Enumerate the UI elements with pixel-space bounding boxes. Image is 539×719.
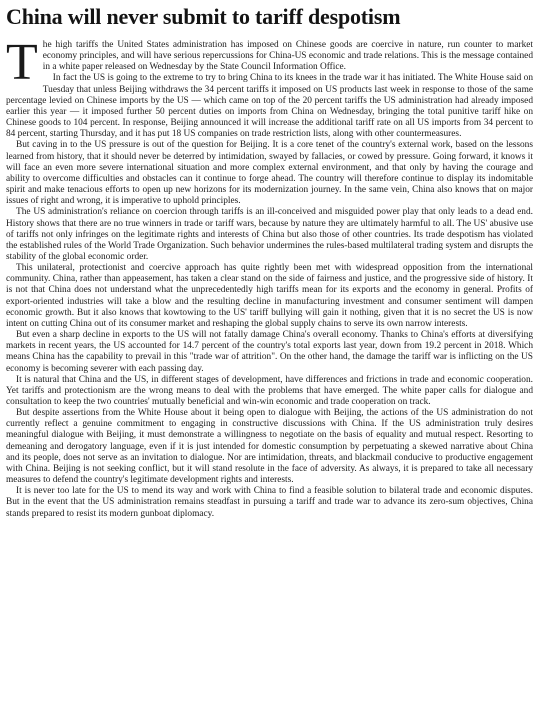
paragraph: This unilateral, protectionist and coercive approach has quite rightly been met with widespread opposition from the international community. China, rather than appeasement, has taken a clear stand on the side of fairness and justice, and the progressive side of history. It is not that China does not understand what the unprecedentedly high tariffs mean for its exports and the economy in general. Profits of export-oriented industries will take a blow and the resulting decline in manufacturing investment and consumer sentiment will dampen economic growth. But it also knows that kowtowing to the US' tariff bullying will gain it nothing, given that it is no secret the US is now intent on cutting China out of its consumer market and reshaping the global supply chains to serve its own narrow interests. (6, 263, 533, 329)
paragraph: The US administration's reliance on coercion through tariffs is an ill-conceived and misguided power play that only leads to a dead end. History shows that there are no true winners in trade or tariff wars, because by nature they are ultimately harmful to all. The US' abusive use of tariffs not only infringes on the legitimate rights and interests of China but also those of other countries. Its trade despotism has violated the established rules of the World Trade Organization. Such behavior undermines the rules-based multilateral trading system and disrupts the stability of the global economic order. (6, 207, 533, 262)
lead-text: he high tariffs the United States administration has imposed on Chinese goods are coercive in nature, run counter to market economy principles, and will have serious repercussions for China-US economic and trade relations. This is the message contained in a white paper released on Wednesday by the State Council Information Office. (42, 40, 533, 73)
headline: China will never submit to tariff despotism (6, 4, 401, 29)
paragraph: It is natural that China and the US, in different stages of development, have differences and frictions in trade and economic cooperation. Yet tariffs and protectionism are the wrong means to deal with the problems that have emerged. The white paper calls for dialogue and consultation to keep the two countries' mutually beneficial and win-win economic and trade cooperation on track. (6, 374, 533, 407)
lead-paragraph (6, 34, 533, 91)
paragraph: But even a sharp decline in exports to the US will not fatally damage China's overall economy. Thanks to China's efforts at diversifying markets in recent years, the US accounted for 14.7 percent of the country's total exports last year, down from 19.2 percent in 2018. Which means China has the capability to prevail in this "trade war of attrition". On the other hand, the damage the tariff war is inflicting on the US economy is becoming severer with each passing day. (6, 330, 533, 374)
drop-cap: T (6, 34, 38, 91)
paragraph: In fact the US is going to the extreme to try to bring China to its knees in the trade war it has initiated. The White House said on Tuesday that unless Beijing withdraws the 34 percent tariffs it imposed on US products last week in response to those of the same percentage levied on Chinese imports by the US — which came on top of the 20 percent tariffs the US administration had already imposed earlier this year — it imposed further 50 percent duties on imports from China on Wednesday, bringing the total punitive tariff hike on Chinese goods to 104 percent. In response, Beijing announced it will increase the additional tariff rate on all US imports from 34 percent to 84 percent, starting Thursday, and it has put 18 US companies on trade restriction lists, along with other countermeasures. (6, 73, 533, 140)
paragraph: It is never too late for the US to mend its way and work with China to find a feasible solution to bilateral trade and economic disputes. But in the event that the US administration remains steadfast in pursuing a tariff and trade war to advance its zero-sum objectives, China stands prepared to resist its modern gunboat diplomacy. (6, 486, 533, 519)
article-body (6, 34, 533, 520)
paragraph: But despite assertions from the White House about it being open to dialogue with Beijing, the actions of the US administration do not currently reflect a genuine commitment to engaging in constructive discussions with China. If the US administration truly desires meaningful dialogue with Beijing, it must demonstrate a willingness to negotiate on the basis of equality and mutual respect. Resorting to demeaning and derogatory language, even if it is just intended for domestic consumption by perpetuating a skewed narrative about China and its people, does not serve as an invitation to dialogue. Nor are intimidation, threats, and blackmail conducive to productive engagement with China. Beijing is not seeking conflict, but it will stand resolute in the face of adversity. As always, it is prepared to take all necessary measures to defend the country's legitimate development rights and interests. (6, 408, 533, 486)
paragraph: But caving in to the US pressure is out of the question for Beijing. It is a core tenet of the country's external work, based on the lessons learned from history, that it should never be deterred by intimidation, swayed by fallacies, or cowed by pressure. Going forward, it knows it will face an even more severe international situation and more complex external environment, and that only by having the courage and ability to overcome difficulties and obstacles can it continue to forge ahead. The country will therefore continue to display its indomitable spirit and make tenacious efforts to open up new horizons for its modernization journey. In the same vein, China also knows that on major issues of right and wrong, it is imperative to uphold principles. (6, 140, 533, 207)
